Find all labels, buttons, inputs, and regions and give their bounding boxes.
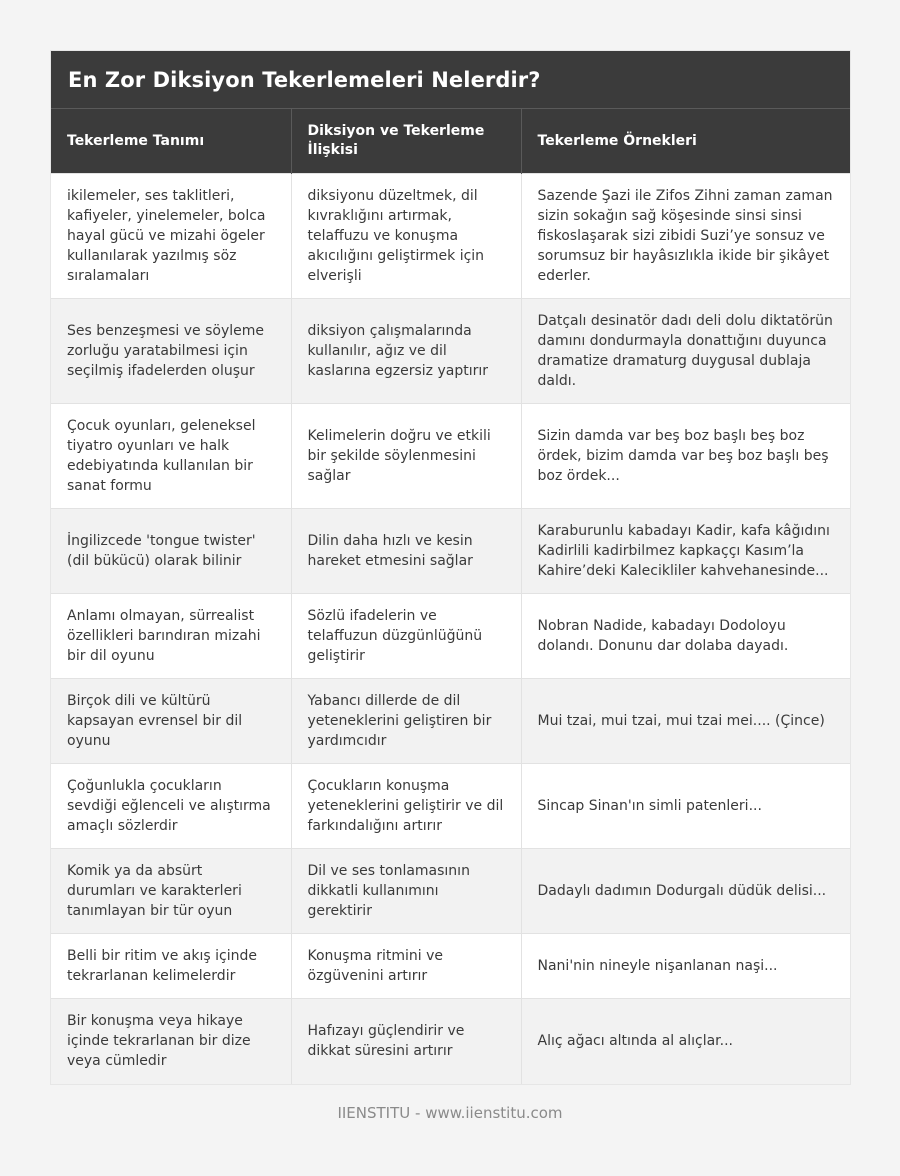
table-row	[51, 509, 850, 594]
cell-relation: Konuşma ritmini ve özgüvenini artırır	[291, 934, 521, 999]
cell-definition: Ses benzeşmesi ve söyleme zorluğu yaratabilmesi için seçilmiş ifadelerden oluşur	[51, 299, 291, 404]
cell-relation: Yabancı dillerde de dil yeteneklerini geliştiren bir yardımcıdır	[291, 679, 521, 764]
footer-credit: IIENSTITU - www.iienstitu.com	[337, 1104, 563, 1122]
page-title: En Zor Diksiyon Tekerlemeleri Nelerdir?	[68, 67, 541, 92]
table-body	[51, 174, 850, 1084]
cell-relation: diksiyon çalışmalarında kullanılır, ağız ve dil kaslarına egzersiz yaptırır	[291, 299, 521, 404]
tongue-twister-table	[51, 109, 850, 1084]
header-relation: Diksiyon ve Tekerleme İlişkisi	[291, 109, 521, 174]
cell-example: Dadaylı dadımın Dodurgalı düdük delisi...	[521, 849, 850, 934]
cell-example: Alıç ağacı altında al alıçlar...	[521, 999, 850, 1084]
table-header	[51, 109, 850, 174]
table-row	[51, 404, 850, 509]
table-row	[51, 999, 850, 1084]
cell-example: Sazende Şazi ile Zifos Zihni zaman zaman sizin sokağın sağ köşesinde sinsi sinsi fiskoslaşarak sizi zibidi Suzi’ye sonsuz ve sorumsuz bir hayâsızlıkla ikide bir şikâyet ederler.	[521, 174, 850, 299]
table-card	[51, 51, 850, 1084]
cell-relation: Dil ve ses tonlamasının dikkatli kullanımını gerektirir	[291, 849, 521, 934]
cell-relation: Sözlü ifadelerin ve telaffuzun düzgünlüğünü geliştirir	[291, 594, 521, 679]
cell-relation: diksiyonu düzeltmek, dil kıvraklığını artırmak, telaffuzu ve konuşma akıcılığını geliştirmek için elverişli	[291, 174, 521, 299]
cell-example: Sincap Sinan'ın simli patenleri...	[521, 764, 850, 849]
cell-definition: Komik ya da absürt durumları ve karakterleri tanımlayan bir tür oyun	[51, 849, 291, 934]
cell-definition: Çocuk oyunları, geleneksel tiyatro oyunları ve halk edebiyatında kullanılan bir sanat formu	[51, 404, 291, 509]
cell-relation: Kelimelerin doğru ve etkili bir şekilde söylenmesini sağlar	[291, 404, 521, 509]
cell-definition: Birçok dili ve kültürü kapsayan evrensel bir dil oyunu	[51, 679, 291, 764]
header-examples: Tekerleme Örnekleri	[521, 109, 850, 174]
cell-definition: Belli bir ritim ve akış içinde tekrarlanan kelimelerdir	[51, 934, 291, 999]
table-row	[51, 679, 850, 764]
title-bar	[51, 51, 850, 109]
cell-relation: Hafızayı güçlendirir ve dikkat süresini artırır	[291, 999, 521, 1084]
cell-definition: Çoğunlukla çocukların sevdiği eğlenceli ve alıştırma amaçlı sözlerdir	[51, 764, 291, 849]
cell-definition: İngilizcede 'tongue twister' (dil bükücü) olarak bilinir	[51, 509, 291, 594]
cell-relation: Dilin daha hızlı ve kesin hareket etmesini sağlar	[291, 509, 521, 594]
table-row	[51, 764, 850, 849]
cell-definition: ikilemeler, ses taklitleri, kafiyeler, yinelemeler, bolca hayal gücü ve mizahi ögeler kullanılarak yazılmış söz sıralamaları	[51, 174, 291, 299]
cell-example: Karaburunlu kabadayı Kadir, kafa kâğıdını Kadirlili kadirbilmez kapkaççı Kasım’la Kahire’deki Kalecikliler kahvehanesinde...	[521, 509, 850, 594]
table-row	[51, 299, 850, 404]
table-row	[51, 934, 850, 999]
table-row	[51, 594, 850, 679]
cell-example: Datçalı desinatör dadı deli dolu diktatörün damını dondurmayla donattığını duyunca dramatize dramaturg duygusal dublaja daldı.	[521, 299, 850, 404]
cell-example: Sizin damda var beş boz başlı beş boz ördek, bizim damda var beş boz başlı beş boz ördek...	[521, 404, 850, 509]
cell-definition: Anlamı olmayan, sürrealist özellikleri barındıran mizahi bir dil oyunu	[51, 594, 291, 679]
cell-relation: Çocukların konuşma yeteneklerini geliştirir ve dil farkındalığını artırır	[291, 764, 521, 849]
cell-definition: Bir konuşma veya hikaye içinde tekrarlanan bir dize veya cümledir	[51, 999, 291, 1084]
header-definition: Tekerleme Tanımı	[51, 109, 291, 174]
table-row	[51, 849, 850, 934]
cell-example: Nobran Nadide, kabadayı Dodoloyu dolandı. Donunu dar dolaba dayadı.	[521, 594, 850, 679]
cell-example: Nani'nin nineyle nişanlanan naşi...	[521, 934, 850, 999]
cell-example: Mui tzai, mui tzai, mui tzai mei.... (Çince)	[521, 679, 850, 764]
table-row	[51, 174, 850, 299]
